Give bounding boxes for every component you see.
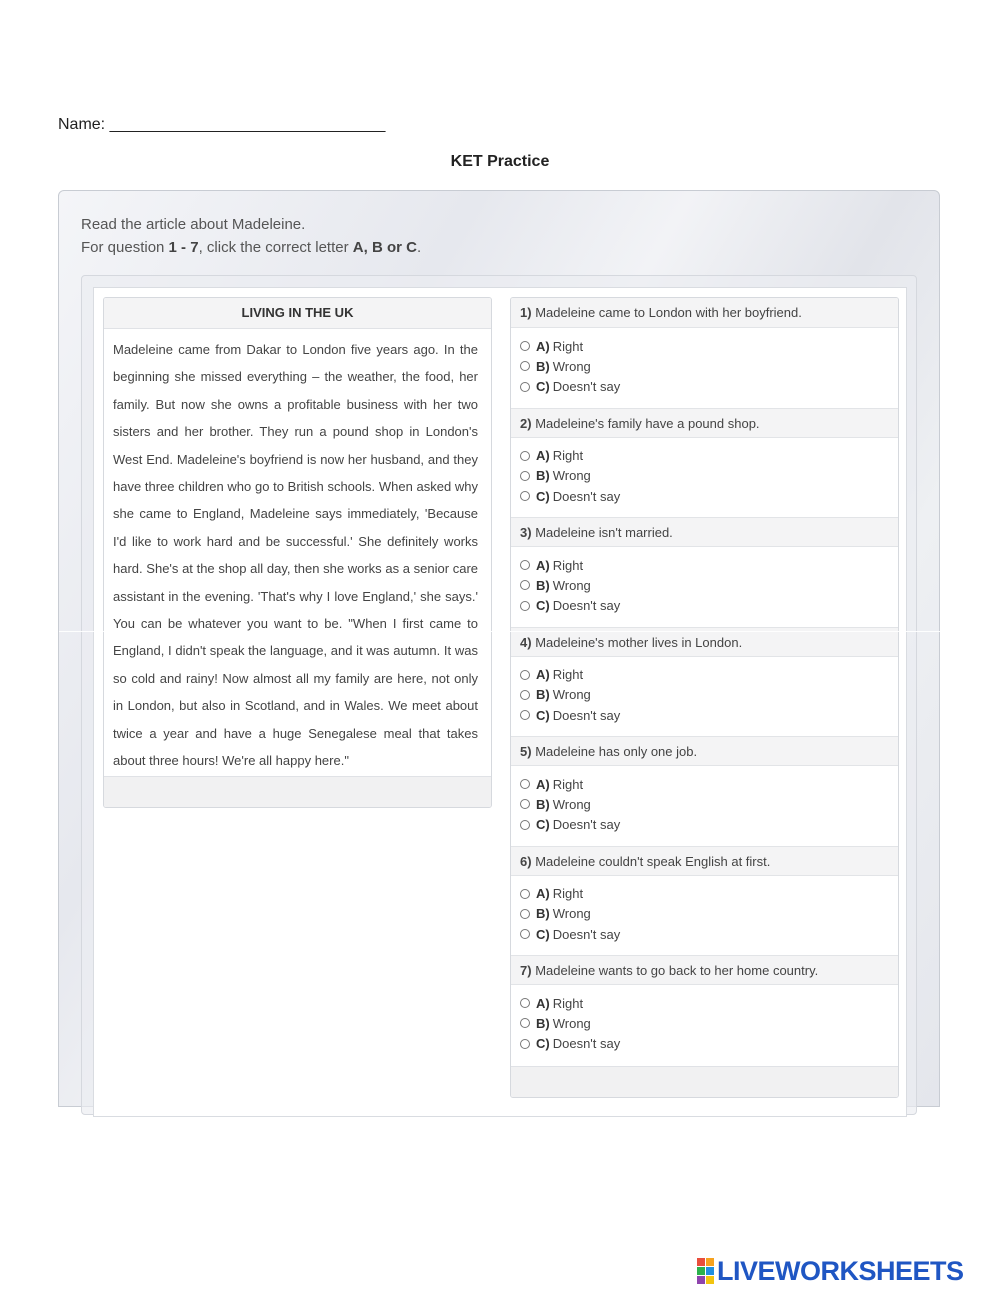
page-title: KET Practice [450,153,550,170]
radio-button-icon[interactable] [520,451,530,461]
option-letter: B) [536,906,550,922]
option-label: Doesn't say [552,379,621,395]
question-6-option-c[interactable] [511,924,898,944]
question-6-prompt [511,846,898,876]
option-letter: A) [536,886,550,902]
radio-button-icon[interactable] [520,909,530,919]
questions-card [510,297,899,1098]
option-label: Wrong [552,468,591,484]
question-6-options [511,876,898,956]
question-2-prompt [511,408,898,438]
option-letter: A) [536,667,550,683]
radio-button-icon[interactable] [520,341,530,351]
option-letter: C) [536,379,550,395]
question-2-option-c[interactable] [511,486,898,506]
question-2-options [511,438,898,518]
question-1-prompt [511,298,898,328]
question-5-prompt [511,736,898,766]
instructions-prefix: For question [81,239,169,256]
question-5-option-c[interactable] [511,815,898,835]
question-4-option-b[interactable] [511,685,898,705]
radio-button-icon[interactable] [520,710,530,720]
option-letter: A) [536,557,550,573]
instructions-line-2 [81,236,421,259]
option-label: Right [552,776,584,792]
instructions-line-1: Read the article about Madeleine. [81,216,306,233]
option-letter: C) [536,488,550,504]
question-number: 1) [520,305,532,320]
radio-button-icon[interactable] [520,889,530,899]
logo-block [706,1267,714,1275]
option-letter: B) [536,577,550,593]
article-card [103,297,492,808]
question-text: Madeleine has only one job. [535,744,698,759]
logo-block [697,1267,705,1275]
question-6-option-a[interactable] [511,884,898,904]
option-label: Doesn't say [552,926,621,942]
option-label: Wrong [552,577,591,593]
article-text: Madeleine came from Dakar to London five years ago. In the beginning she missed everything – the weather, the food, her family. But now she owns a profitable business with her two sisters and her brother. They run a pound shop in London's West End. Madeleine's boyfriend is now her husband, and they have three children who go to British schools. When asked why she came to England, Madeleine says immediately, 'Because I'd like to work hard and be successful.' She definitely works hard. She's at the shop all day, then she works as a senior care assistant in the evening. 'That's why I love England,' she says.' You can be whatever you want to be. "When I first came to England, I didn't speak the language, and it was autumn. It was so cold and rainy! Now almost all my family are here, not only in London, but also in Scotland, and in Wales. We meet about twice a year and have a huge Senegalese meal that takes about three hours! We're all happy here." [113,342,478,769]
question-5-options [511,766,898,846]
instructions-end: . [416,239,422,256]
option-letter: A) [536,776,550,792]
question-number: 2) [520,415,532,431]
question-7-option-a[interactable] [511,993,898,1013]
question-7-option-c[interactable] [511,1034,898,1054]
radio-button-icon[interactable] [520,471,530,481]
option-label: Right [552,667,584,683]
logo-text: LIVEWORKSHEETS [717,1255,964,1286]
radio-button-icon[interactable] [520,820,530,830]
option-label: Wrong [552,796,591,812]
option-label: Doesn't say [552,598,621,614]
option-letter: C) [536,817,550,833]
option-letter: C) [536,707,550,723]
question-text: Madeleine isn't married. [535,525,673,540]
option-letter: A) [536,448,550,464]
logo-block [706,1276,714,1284]
option-label: Wrong [552,1015,591,1031]
option-label: Right [552,886,584,902]
logo-block [697,1258,705,1266]
question-5-option-b[interactable] [511,794,898,814]
question-4-options [511,657,898,737]
question-text: Madeleine's family have a pound shop. [535,415,760,431]
option-letter: A) [536,338,550,354]
question-1-option-b[interactable] [511,356,898,376]
radio-button-icon[interactable] [520,1039,530,1049]
option-label: Right [552,995,584,1011]
question-number: 6) [520,853,532,869]
option-letter: B) [536,1015,550,1031]
name-field-label: Name: _______________________________ [58,116,386,133]
question-text: Madeleine's mother lives in London. [535,634,743,650]
option-letter: B) [536,468,550,484]
question-1-option-c[interactable] [511,377,898,397]
radio-button-icon[interactable] [520,361,530,371]
radio-button-icon[interactable] [520,779,530,789]
radio-button-icon[interactable] [520,560,530,570]
option-label: Wrong [552,687,591,703]
question-text: Madeleine wants to go back to her home country. [535,963,819,978]
option-letter: B) [536,358,550,374]
question-3-prompt [511,517,898,547]
question-7-options [511,985,898,1065]
radio-button-icon[interactable] [520,601,530,611]
question-5-option-a[interactable] [511,774,898,794]
question-number: 5) [520,744,532,759]
question-2-option-b[interactable] [511,466,898,486]
option-letter: C) [536,926,550,942]
radio-button-icon[interactable] [520,382,530,392]
questions-footer [511,1066,898,1097]
question-1-option-a[interactable] [511,336,898,356]
radio-button-icon[interactable] [520,929,530,939]
instructions-range: 1 - 7 [168,239,199,256]
logo-icon [697,1258,714,1284]
article-footer [104,776,491,807]
option-letter: B) [536,796,550,812]
instructions-mid: , click the correct letter [198,239,353,256]
radio-button-icon[interactable] [520,998,530,1008]
option-letter: A) [536,995,550,1011]
radio-button-icon[interactable] [520,670,530,680]
question-number: 3) [520,525,532,540]
question-1-options [511,328,898,408]
option-letter: C) [536,598,550,614]
radio-button-icon[interactable] [520,491,530,501]
question-2-option-a[interactable] [511,446,898,466]
question-number: 4) [520,634,532,650]
option-label: Wrong [552,358,591,374]
radio-button-icon[interactable] [520,799,530,809]
question-4-option-c[interactable] [511,705,898,725]
question-3-options [511,547,898,627]
question-7-prompt [511,955,898,985]
question-3-option-c[interactable] [511,596,898,616]
question-3-option-a[interactable] [511,555,898,575]
option-label: Right [552,448,584,464]
option-letter: B) [536,687,550,703]
radio-button-icon[interactable] [520,690,530,700]
option-label: Doesn't say [552,817,621,833]
option-label: Wrong [552,906,591,922]
option-letter: C) [536,1036,550,1052]
radio-button-icon[interactable] [520,1018,530,1028]
instructions [81,213,421,259]
worksheet-frame [58,190,940,1107]
question-6-option-b[interactable] [511,904,898,924]
instructions-letters: A, B or C [352,239,417,256]
article-heading: LIVING IN THE UK [104,298,491,329]
question-text: Madeleine couldn't speak English at first. [535,853,771,869]
liveworksheets-logo [697,1256,964,1286]
question-text: Madeleine came to London with her boyfriend. [535,305,802,320]
option-label: Right [552,557,584,573]
logo-block [706,1258,714,1266]
question-3-option-b[interactable] [511,575,898,595]
question-number: 7) [520,963,532,978]
option-label: Doesn't say [552,1036,621,1052]
option-label: Doesn't say [552,488,621,504]
question-4-option-a[interactable] [511,665,898,685]
radio-button-icon[interactable] [520,580,530,590]
question-7-option-b[interactable] [511,1013,898,1033]
logo-block [697,1276,705,1284]
option-label: Right [552,338,584,354]
page-seam [59,631,941,632]
option-label: Doesn't say [552,707,621,723]
